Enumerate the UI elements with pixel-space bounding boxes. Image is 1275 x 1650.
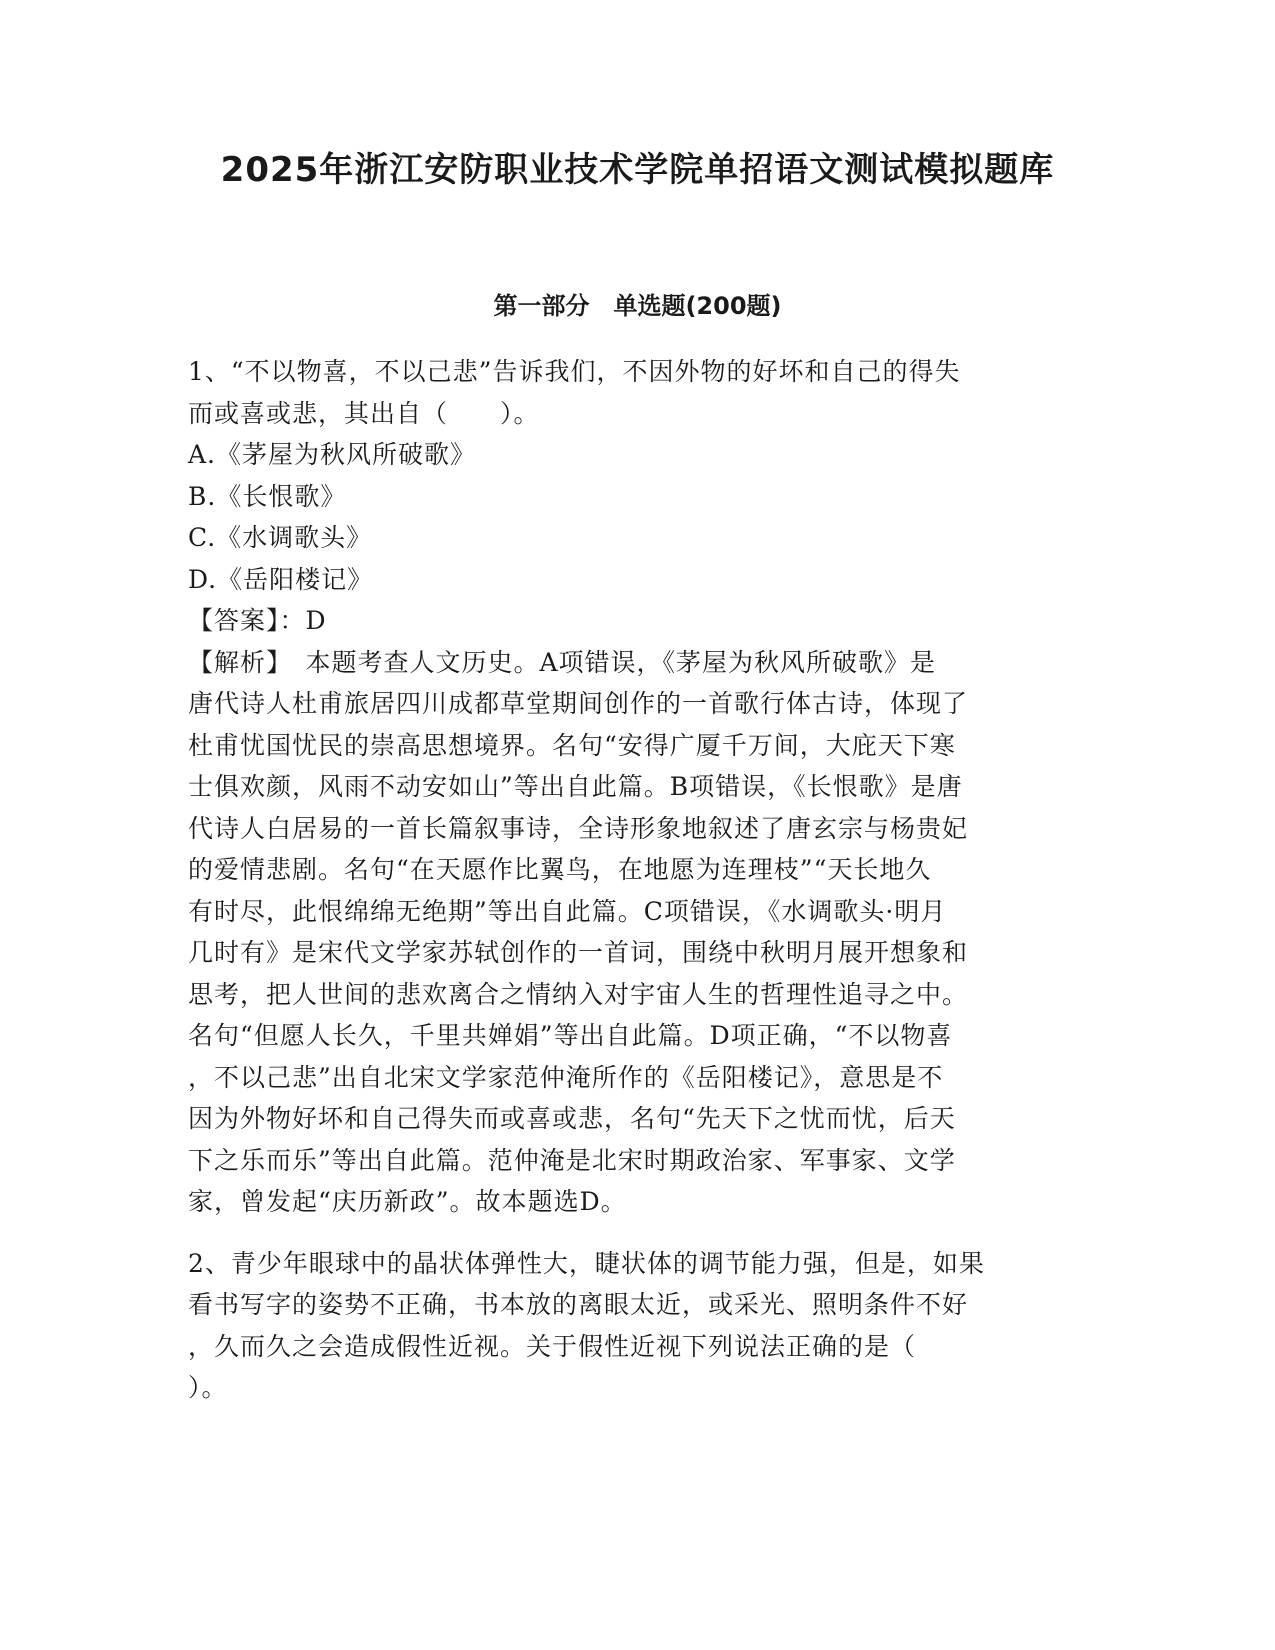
option-b: B.《长恨歌》 [188, 481, 347, 511]
question-list [188, 351, 1088, 1409]
analysis-line: 几时有》是宋代文学家苏轼创作的一首词，围绕中秋明月展开想象和 [188, 938, 969, 967]
option-d: D.《岳阳楼记》 [188, 564, 374, 594]
analysis-line: 下之乐而乐”等出自此篇。范仲淹是北宋时期政治家、军事家、文学 [188, 1145, 956, 1175]
analysis-line: 士俱欢颜，风雨不动安如山”等出自此篇。B项错误，《长恨歌》是唐 [188, 772, 963, 801]
document-title: 2025年浙江安防职业技术学院单招语文测试模拟题库 [220, 150, 1055, 190]
option-c: C.《水调歌头》 [188, 523, 373, 552]
question-stem-line: 而或喜或悲，其出自（ ）。 [188, 398, 540, 428]
section-title: 第一部分 单选题(200题) [493, 292, 782, 320]
analysis-line: 家，曾发起“庆历新政”。故本题选D。 [188, 1187, 627, 1216]
question-spacer [188, 1223, 1088, 1243]
question-stem-line: 1、“不以物喜，不以己悲”告诉我们，不因外物的好坏和自己的得失 [188, 357, 961, 386]
analysis-line: 名句“但愿人长久，千里共婵娟”等出自此篇。D项正确，“不以物喜 [188, 1021, 953, 1050]
analysis-line: 有时尽，此恨绵绵无绝期”等出自此篇。C项错误，《水调歌头·明月 [188, 896, 947, 926]
answer-line: 【答案】：D [188, 606, 327, 635]
question-item [188, 351, 1088, 1223]
question-item [188, 1243, 1088, 1409]
analysis-line: ，不以己悲”出自北宋文学家范仲淹所作的《岳阳楼记》，意思是不 [188, 1062, 944, 1092]
analysis-line: 【解析】 本题考查人文历史。A项错误，《茅屋为秋风所破歌》是 [188, 647, 937, 677]
analysis-line: 代诗人白居易的一首长篇叙事诗，全诗形象地叙述了唐玄宗与杨贵妃 [188, 813, 969, 843]
analysis-line: 的爱情悲剧。名句“在天愿作比翼鸟，在地愿为连理枝”“天长地久 [188, 855, 932, 884]
analysis-line: 思考，把人世间的悲欢离合之情纳入对宇宙人生的哲理性追寻之中。 [188, 979, 969, 1009]
option-a: A.《茅屋为秋风所破歌》 [188, 440, 477, 469]
question-stem-line: ）。 [188, 1373, 228, 1402]
question-stem-line: 2、青少年眼球中的晶状体弹性大，睫状体的调节能力强，但是，如果 [188, 1248, 985, 1278]
analysis-line: 因为外物好坏和自己得失而或喜或悲，名句“先天下之忧而忧，后天 [188, 1104, 956, 1133]
analysis-line: 唐代诗人杜甫旅居四川成都草堂期间创作的一首歌行体古诗，体现了 [188, 689, 969, 718]
question-stem-line: 看书写字的姿势不正确，书本放的离眼太近，或采光、照明条件不好 [188, 1290, 969, 1319]
question-stem-line: ，久而久之会造成假性近视。关于假性近视下列说法正确的是（ [188, 1331, 917, 1361]
analysis-line: 杜甫忧国忧民的崇高思想境界。名句“安得广厦千万间，大庇天下寒 [188, 730, 956, 760]
